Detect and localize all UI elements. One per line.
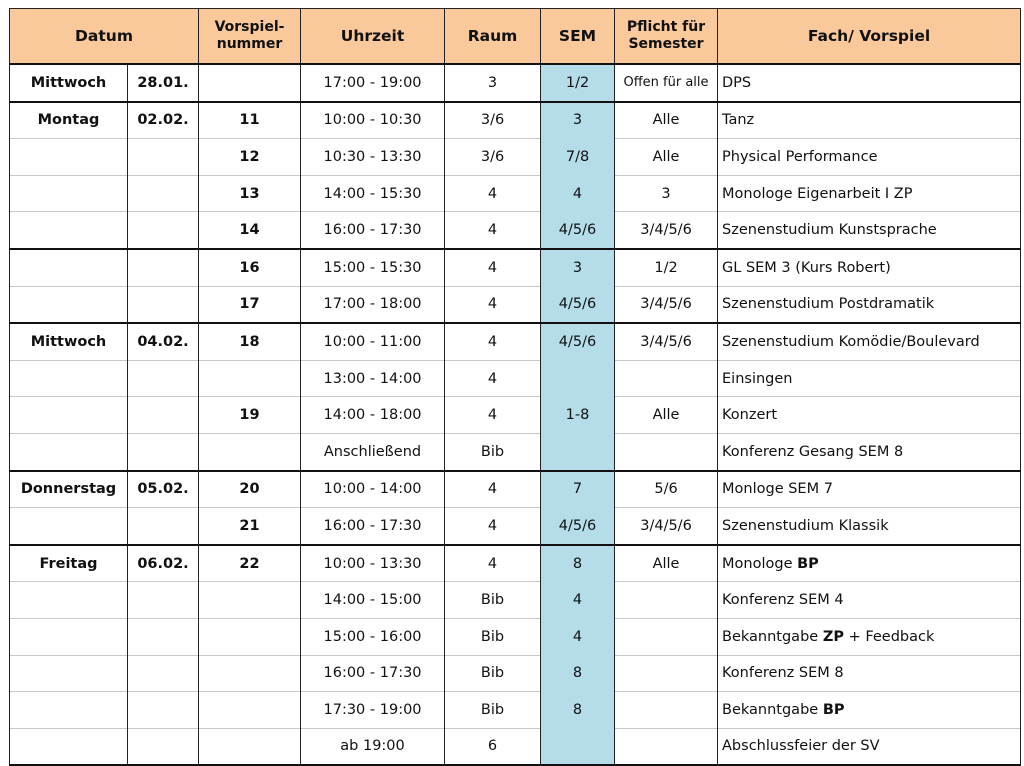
header-datum: Datum — [10, 9, 199, 65]
sem-cell — [541, 728, 615, 765]
time-cell: 10:00 - 11:00 — [301, 323, 445, 360]
fach-cell — [718, 397, 1021, 434]
sem-cell: 4 — [541, 582, 615, 619]
fach-text: Konferenz SEM 8 — [722, 665, 844, 682]
header-pflicht: Pflicht für Semester — [615, 9, 718, 65]
sem-cell: 4 — [541, 618, 615, 655]
vorspielnummer-cell — [199, 728, 301, 765]
room-cell: 4 — [445, 545, 541, 582]
date-cell: 28.01. — [128, 64, 199, 102]
fach-cell — [718, 175, 1021, 212]
day-cell — [10, 139, 128, 176]
fach-text: Konzert — [722, 407, 778, 424]
fach-text: Physical Performance — [722, 148, 878, 165]
header-raum: Raum — [445, 9, 541, 65]
table-row — [10, 508, 1021, 545]
date-cell — [128, 286, 199, 323]
time-cell: 14:00 - 18:00 — [301, 397, 445, 434]
room-cell: 4 — [445, 212, 541, 249]
fach-cell — [718, 360, 1021, 397]
time-cell: 15:00 - 15:30 — [301, 249, 445, 286]
pflicht-cell — [615, 582, 718, 619]
day-cell: Mittwoch — [10, 323, 128, 360]
day-cell — [10, 692, 128, 729]
room-cell: 4 — [445, 360, 541, 397]
day-cell — [10, 249, 128, 286]
fach-text: GL SEM 3 (Kurs Robert) — [722, 259, 891, 276]
fach-cell — [718, 618, 1021, 655]
fach-bold-text: ZP — [822, 628, 844, 645]
fach-cell — [718, 249, 1021, 286]
fach-text: Bekanntgabe — [722, 701, 823, 718]
day-cell — [10, 212, 128, 249]
table-row — [10, 618, 1021, 655]
table-row — [10, 360, 1021, 397]
header-vorspielnummer: Vorspiel- nummer — [199, 9, 301, 65]
table-row — [10, 212, 1021, 249]
table-row — [10, 728, 1021, 765]
pflicht-cell: 3/4/5/6 — [615, 286, 718, 323]
time-cell: 16:00 - 17:30 — [301, 508, 445, 545]
vorspielnummer-cell: 22 — [199, 545, 301, 582]
table-row — [10, 175, 1021, 212]
room-cell: Bib — [445, 692, 541, 729]
room-cell: 4 — [445, 286, 541, 323]
pflicht-cell — [615, 360, 718, 397]
vorspielnummer-cell: 21 — [199, 508, 301, 545]
fach-cell — [718, 508, 1021, 545]
date-cell — [128, 212, 199, 249]
day-cell — [10, 655, 128, 692]
fach-cell — [718, 139, 1021, 176]
header-sem: SEM — [541, 9, 615, 65]
sem-cell — [541, 433, 615, 470]
date-cell — [128, 397, 199, 434]
day-cell: Donnerstag — [10, 471, 128, 508]
time-cell: 10:00 - 14:00 — [301, 471, 445, 508]
vorspielnummer-cell: 17 — [199, 286, 301, 323]
pflicht-cell: 5/6 — [615, 471, 718, 508]
date-cell: 02.02. — [128, 102, 199, 139]
fach-after-text: + Feedback — [843, 628, 935, 645]
table-row — [10, 286, 1021, 323]
table-row — [10, 545, 1021, 582]
schedule-table — [9, 8, 1021, 766]
fach-text: Abschlussfeier der SV — [722, 738, 880, 755]
room-cell: Bib — [445, 433, 541, 470]
room-cell: 4 — [445, 175, 541, 212]
sem-cell: 8 — [541, 692, 615, 729]
room-cell: 4 — [445, 397, 541, 434]
room-cell: 3/6 — [445, 139, 541, 176]
room-cell: 4 — [445, 249, 541, 286]
time-cell: ab 19:00 — [301, 728, 445, 765]
date-cell — [128, 249, 199, 286]
time-cell: 10:30 - 13:30 — [301, 139, 445, 176]
vorspielnummer-cell: 14 — [199, 212, 301, 249]
fach-text: Bekanntgabe — [722, 628, 823, 645]
sem-cell — [541, 360, 615, 397]
day-cell — [10, 508, 128, 545]
time-cell: 14:00 - 15:30 — [301, 175, 445, 212]
sem-cell: 1-8 — [541, 397, 615, 434]
time-cell: 17:00 - 19:00 — [301, 64, 445, 102]
fach-text: Monloge SEM 7 — [722, 481, 833, 498]
pflicht-cell: 3 — [615, 175, 718, 212]
sem-cell: 3 — [541, 249, 615, 286]
vorspielnummer-cell: 11 — [199, 102, 301, 139]
fach-cell — [718, 582, 1021, 619]
room-cell: 4 — [445, 508, 541, 545]
fach-text: Monologe Eigenarbeit I ZP — [722, 185, 913, 202]
sem-cell: 8 — [541, 545, 615, 582]
sem-cell: 3 — [541, 102, 615, 139]
date-cell — [128, 728, 199, 765]
sem-cell: 4/5/6 — [541, 286, 615, 323]
day-cell — [10, 582, 128, 619]
table-row — [10, 433, 1021, 470]
pflicht-cell: Alle — [615, 102, 718, 139]
pflicht-cell: 3/4/5/6 — [615, 323, 718, 360]
vorspielnummer-cell — [199, 618, 301, 655]
vorspielnummer-cell — [199, 582, 301, 619]
fach-text: DPS — [722, 74, 752, 91]
table-row — [10, 655, 1021, 692]
vorspielnummer-cell: 20 — [199, 471, 301, 508]
time-cell: 10:00 - 13:30 — [301, 545, 445, 582]
vorspielnummer-cell — [199, 360, 301, 397]
pflicht-cell — [615, 655, 718, 692]
table-row — [10, 323, 1021, 360]
room-cell: 4 — [445, 323, 541, 360]
date-cell — [128, 618, 199, 655]
sem-cell: 4/5/6 — [541, 323, 615, 360]
pflicht-cell: 3/4/5/6 — [615, 508, 718, 545]
table-row — [10, 471, 1021, 508]
pflicht-cell: Alle — [615, 397, 718, 434]
day-cell: Mittwoch — [10, 64, 128, 102]
fach-cell — [718, 102, 1021, 139]
time-cell: 13:00 - 14:00 — [301, 360, 445, 397]
pflicht-cell: Offen für alle — [615, 64, 718, 102]
day-cell — [10, 728, 128, 765]
date-cell — [128, 139, 199, 176]
day-cell — [10, 175, 128, 212]
day-cell — [10, 397, 128, 434]
room-cell: Bib — [445, 582, 541, 619]
sem-cell: 1/2 — [541, 64, 615, 102]
fach-cell — [718, 64, 1021, 102]
time-cell: Anschließend — [301, 433, 445, 470]
sem-cell: 4/5/6 — [541, 212, 615, 249]
pflicht-cell: 1/2 — [615, 249, 718, 286]
fach-text: Szenenstudium Postdramatik — [722, 296, 935, 313]
table-row — [10, 692, 1021, 729]
time-cell: 16:00 - 17:30 — [301, 212, 445, 249]
room-cell: 3 — [445, 64, 541, 102]
fach-cell — [718, 545, 1021, 582]
sem-cell: 7/8 — [541, 139, 615, 176]
date-cell — [128, 582, 199, 619]
time-cell: 16:00 - 17:30 — [301, 655, 445, 692]
pflicht-cell — [615, 692, 718, 729]
table-row — [10, 139, 1021, 176]
date-cell — [128, 508, 199, 545]
sem-cell: 8 — [541, 655, 615, 692]
schedule-body — [10, 64, 1021, 765]
fach-bold-text: BP — [797, 555, 819, 572]
fach-text: Szenenstudium Komödie/Boulevard — [722, 333, 980, 350]
pflicht-cell — [615, 728, 718, 765]
fach-cell — [718, 323, 1021, 360]
date-cell — [128, 433, 199, 470]
time-cell: 14:00 - 15:00 — [301, 582, 445, 619]
day-cell — [10, 360, 128, 397]
vorspielnummer-cell — [199, 655, 301, 692]
fach-cell — [718, 212, 1021, 249]
date-cell: 05.02. — [128, 471, 199, 508]
fach-text: Tanz — [722, 112, 755, 129]
vorspielnummer-cell: 18 — [199, 323, 301, 360]
day-cell: Montag — [10, 102, 128, 139]
vorspielnummer-cell — [199, 692, 301, 729]
time-cell: 17:00 - 18:00 — [301, 286, 445, 323]
fach-cell — [718, 286, 1021, 323]
day-cell — [10, 433, 128, 470]
table-row — [10, 582, 1021, 619]
table-row — [10, 397, 1021, 434]
fach-cell — [718, 655, 1021, 692]
room-cell: 3/6 — [445, 102, 541, 139]
fach-text: Konferenz Gesang SEM 8 — [722, 443, 904, 460]
date-cell: 06.02. — [128, 545, 199, 582]
fach-cell — [718, 692, 1021, 729]
fach-cell — [718, 471, 1021, 508]
room-cell: Bib — [445, 655, 541, 692]
vorspielnummer-cell — [199, 64, 301, 102]
fach-text: Einsingen — [722, 370, 793, 387]
day-cell — [10, 618, 128, 655]
pflicht-cell: Alle — [615, 545, 718, 582]
vorspielnummer-cell — [199, 433, 301, 470]
fach-cell — [718, 728, 1021, 765]
table-row — [10, 64, 1021, 102]
schedule-sheet — [9, 8, 1020, 766]
pflicht-cell: Alle — [615, 139, 718, 176]
vorspielnummer-cell: 19 — [199, 397, 301, 434]
pflicht-cell: 3/4/5/6 — [615, 212, 718, 249]
sem-cell: 7 — [541, 471, 615, 508]
time-cell: 17:30 - 19:00 — [301, 692, 445, 729]
room-cell: 6 — [445, 728, 541, 765]
date-cell: 04.02. — [128, 323, 199, 360]
room-cell: 4 — [445, 471, 541, 508]
sem-cell: 4/5/6 — [541, 508, 615, 545]
pflicht-cell — [615, 433, 718, 470]
room-cell: Bib — [445, 618, 541, 655]
date-cell — [128, 692, 199, 729]
vorspielnummer-cell: 13 — [199, 175, 301, 212]
fach-text: Monologe — [722, 555, 798, 572]
vorspielnummer-cell: 12 — [199, 139, 301, 176]
time-cell: 10:00 - 10:30 — [301, 102, 445, 139]
pflicht-cell — [615, 618, 718, 655]
date-cell — [128, 655, 199, 692]
header-fach: Fach/ Vorspiel — [718, 9, 1021, 65]
date-cell — [128, 175, 199, 212]
fach-cell — [718, 433, 1021, 470]
sem-cell: 4 — [541, 175, 615, 212]
table-row — [10, 249, 1021, 286]
time-cell: 15:00 - 16:00 — [301, 618, 445, 655]
vorspielnummer-cell: 16 — [199, 249, 301, 286]
fach-bold-text: BP — [822, 701, 845, 718]
header-row — [10, 9, 1021, 65]
table-row — [10, 102, 1021, 139]
day-cell — [10, 286, 128, 323]
header-uhrzeit: Uhrzeit — [301, 9, 445, 65]
fach-text: Szenenstudium Kunstsprache — [722, 222, 937, 239]
fach-text: Konferenz SEM 4 — [722, 592, 844, 609]
fach-text: Szenenstudium Klassik — [722, 517, 889, 534]
date-cell — [128, 360, 199, 397]
day-cell: Freitag — [10, 545, 128, 582]
